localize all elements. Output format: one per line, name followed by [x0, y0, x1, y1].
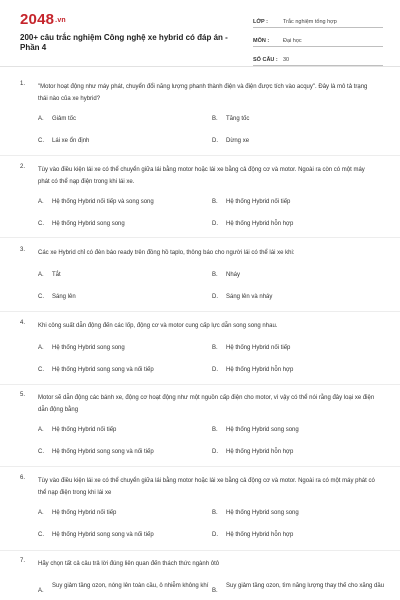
- question-number: 4.: [20, 320, 26, 326]
- option-letter: D.: [212, 532, 218, 538]
- option-letter: A.: [38, 588, 44, 594]
- option-text: Suy giảm tầng ozon, tìm năng lượng thay thế cho xăng dầu: [226, 583, 385, 589]
- question-number: 6.: [20, 475, 26, 481]
- meta-label: MÔN :: [253, 38, 270, 44]
- document-header: [0, 0, 400, 66]
- meta-row-class: [253, 14, 383, 28]
- option-letter: A.: [38, 510, 44, 516]
- option-text: Hệ thống Hybrid nối tiếp: [52, 510, 117, 516]
- option-letter: B.: [212, 427, 218, 433]
- option-letter: D.: [212, 294, 218, 300]
- option-text: Hệ thống Hybrid nối tiếp: [226, 345, 291, 351]
- option-letter: B.: [212, 510, 218, 516]
- option-letter: B.: [212, 116, 218, 122]
- option-letter: A.: [38, 272, 44, 278]
- meta-value: 30: [283, 57, 290, 63]
- option-letter: A.: [38, 116, 44, 122]
- option-text: Hệ thống Hybrid hỗn hợp: [226, 221, 294, 227]
- option-text: Suy giảm tầng ozon, nóng lên toàn cầu, ô nhiễm không khí: [52, 583, 209, 589]
- meta-value: Đại học: [283, 38, 302, 44]
- question-number: 2.: [20, 164, 26, 170]
- option-text: Lái xe ổn định: [52, 138, 90, 144]
- option-letter: B.: [212, 199, 218, 205]
- option-letter: C.: [38, 532, 44, 538]
- option-text: Hệ thống Hybrid song song: [52, 221, 125, 227]
- option-letter: C.: [38, 367, 44, 373]
- question-separator: [0, 155, 400, 156]
- option-letter: C.: [38, 138, 44, 144]
- logo-text: 2048: [20, 11, 55, 28]
- meta-value: Trắc nghiệm tổng hợp: [283, 19, 337, 25]
- option-text: Hệ thống Hybrid song song và nối tiếp: [52, 367, 154, 373]
- option-letter: C.: [38, 294, 44, 300]
- option-letter: A.: [38, 427, 44, 433]
- option-text: Tắt: [52, 272, 61, 278]
- option-letter: B.: [212, 345, 218, 351]
- document-meta: [253, 14, 383, 71]
- option-text: Tăng tốc: [226, 116, 250, 122]
- option-letter: A.: [38, 345, 44, 351]
- option-text: Hệ thống Hybrid song song: [226, 427, 299, 433]
- question-number: 7.: [20, 558, 26, 564]
- option-letter: C.: [38, 221, 44, 227]
- question-text: Tùy vào điều kiện lái xe có thể chuyển giữa lái bằng motor hoặc lái xe bằng cả động cơ và motor. Ngoài ra có một máy phát có thể nạp điện trong khi lái xe: [38, 478, 375, 496]
- option-letter: B.: [212, 588, 218, 594]
- meta-label: SỐ CÂU :: [253, 57, 278, 63]
- question-text: Tùy vào điều kiện lái xe có thể chuyển giữa lái bằng motor hoặc lái xe bằng cả động cơ và motor. Ngoài ra còn có một máy phát có thể nạp điện trong khi lái xe.: [38, 167, 365, 185]
- question-separator: [0, 237, 400, 238]
- question-text: "Motor hoạt động như máy phát, chuyển đổi năng lượng phanh thành điện và điện được tích vào acquy". Đây là mô tả trạng thái nào của xe hybrid?: [38, 84, 368, 102]
- question-separator: [0, 311, 400, 312]
- option-text: Giảm tốc: [52, 116, 77, 122]
- question-separator: [0, 466, 400, 467]
- option-text: Hệ thống Hybrid song song và nối tiếp: [52, 449, 154, 455]
- option-text: Nháy: [226, 272, 241, 278]
- question-number: 1.: [20, 81, 26, 87]
- option-text: Hệ thống Hybrid nối tiếp: [52, 427, 117, 433]
- option-text: Hệ thống Hybrid song song: [52, 345, 125, 351]
- option-text: Sáng lên và nháy: [226, 294, 273, 300]
- option-text: Sáng lên: [52, 294, 76, 300]
- logo-suffix: .vn: [55, 17, 66, 24]
- option-letter: A.: [38, 199, 44, 205]
- meta-label: LỚP :: [253, 19, 268, 25]
- document-title: 200+ câu trắc nghiệm Công nghệ xe hybrid có đáp án - Phần 4: [20, 33, 228, 52]
- question-text: Hãy chọn tất cả câu trả lời đúng liên quan đến thách thức ngành ôtô: [38, 561, 220, 567]
- option-letter: D.: [212, 449, 218, 455]
- option-text: Hệ thống Hybrid hỗn hợp: [226, 367, 294, 373]
- question-separator: [0, 384, 400, 385]
- option-letter: D.: [212, 138, 218, 144]
- question-separator: [0, 550, 400, 551]
- meta-row-subject: [253, 33, 383, 47]
- option-letter: D.: [212, 367, 218, 373]
- option-text: Hệ thống Hybrid nối tiếp và song song: [52, 199, 154, 205]
- option-text: Hệ thống Hybrid song song: [226, 510, 299, 516]
- option-text: Hệ thống Hybrid hỗn hợp: [226, 532, 294, 538]
- question-text: Motor sẽ dẫn động các bánh xe, động cơ hoạt động như một nguồn cấp điện cho motor, vì vậy có thể nói rằng đây loại xe điện dẫn động bằng: [38, 395, 375, 413]
- option-text: Dừng xe: [226, 138, 250, 144]
- option-text: Hệ thống Hybrid hỗn hợp: [226, 449, 294, 455]
- option-text: Hệ thống Hybrid song song và nối tiếp: [52, 532, 154, 538]
- meta-row-count: [253, 52, 383, 66]
- site-logo[interactable]: [20, 11, 66, 28]
- header-divider: [0, 66, 400, 67]
- question-text: Các xe Hybrid chỉ có đèn báo ready trên đồng hồ taplo, thông báo cho người lái có thể lái xe khi:: [38, 250, 295, 256]
- question-number: 5.: [20, 392, 26, 398]
- option-letter: C.: [38, 449, 44, 455]
- question-number: 3.: [20, 247, 26, 253]
- option-letter: D.: [212, 221, 218, 227]
- option-text: Hệ thống Hybrid nối tiếp: [226, 199, 291, 205]
- question-text: Khi công suất dẫn động đến các lốp, động cơ và motor cung cấp lực dẫn song song nhau.: [38, 323, 278, 329]
- option-letter: B.: [212, 272, 218, 278]
